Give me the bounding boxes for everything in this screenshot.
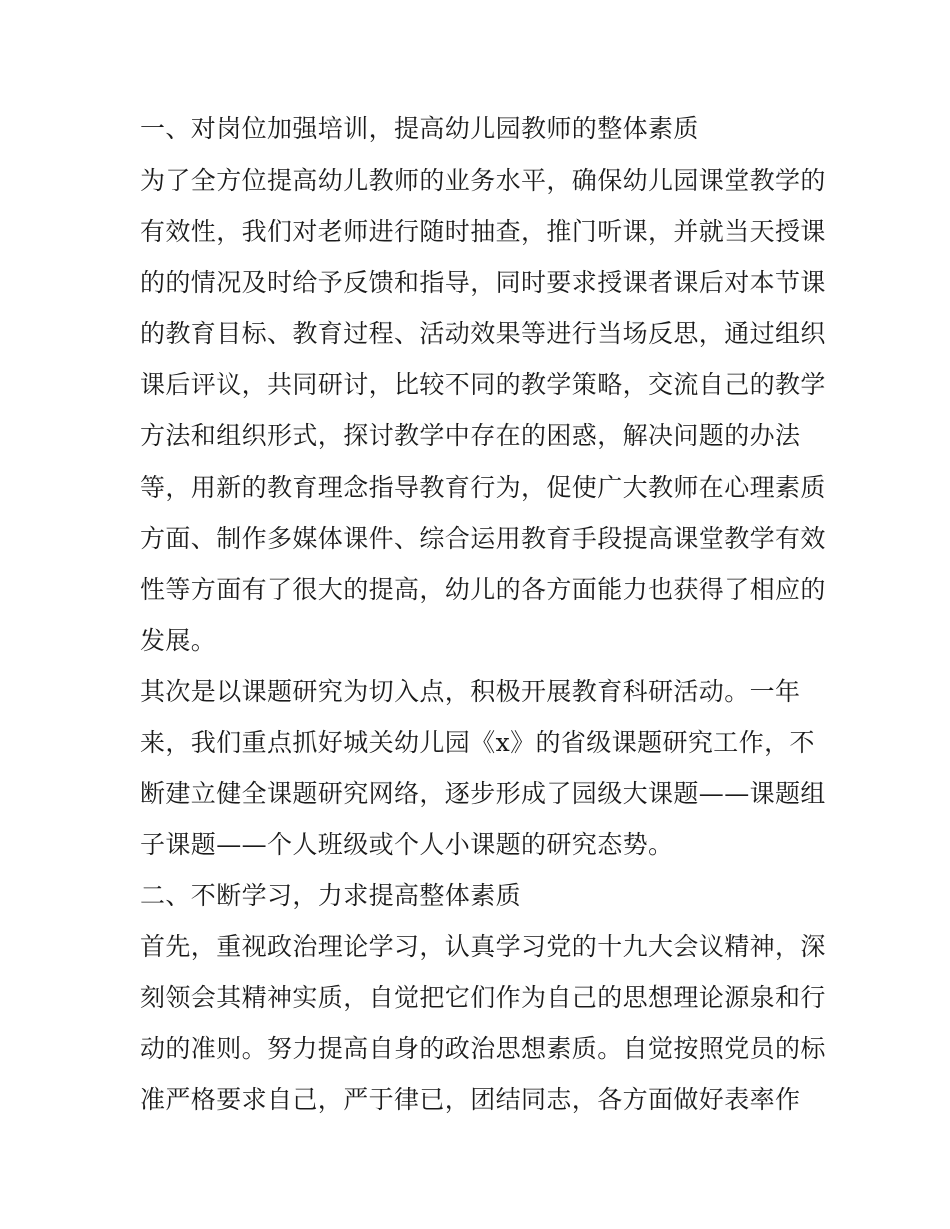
paragraph-line: 刻领会其精神实质，自觉把它们作为自己的思想理论源泉和行 (140, 983, 826, 1012)
paragraph-line: 准严格要求自己，严于律已，团结同志，各方面做好表率作 (140, 1085, 801, 1114)
paragraph-line: 动的准则。努力提高自身的政治思想素质。自觉按照党员的标 (140, 1034, 826, 1063)
paragraph-line: 方法和组织形式，探讨教学中存在的困惑，解决问题的办法 (140, 421, 801, 450)
paragraph-line: 首先，重视政治理论学习，认真学习党的十九大会议精神，深 (140, 932, 826, 961)
paragraph-line: 断建立健全课题研究网络，逐步形成了园级大课题——课题组 (140, 779, 826, 808)
paragraph-line: 有效性，我们对老师进行随时抽查，推门听课，并就当天授课 (140, 217, 826, 246)
paragraph-line: 其次是以课题研究为切入点，积极开展教育科研活动。一年 (140, 677, 801, 706)
paragraph-line: 子课题——个人班级或个人小课题的研究态势。 (140, 830, 674, 859)
paragraph-line: 的教育目标、教育过程、活动效果等进行当场反思，通过组织 (140, 319, 826, 348)
paragraph-line: 发展。 (140, 626, 217, 655)
paragraph-line: 的的情况及时给予反馈和指导，同时要求授课者课后对本节课 (140, 268, 826, 297)
paragraph-line: 等，用新的教育理念指导教育行为，促使广大教师在心理素质 (140, 473, 826, 502)
heading-2: 二、不断学习，力求提高整体素质 (140, 881, 522, 910)
paragraph-line: 课后评议，共同研讨，比较不同的教学策略，交流自己的教学 (140, 370, 826, 399)
paragraph-line: 来，我们重点抓好城关幼儿园《x》的省级课题研究工作，不 (140, 728, 815, 757)
paragraph-line: 性等方面有了很大的提高，幼儿的各方面能力也获得了相应的 (140, 575, 826, 604)
heading-1: 一、对岗位加强培训，提高幼儿园教师的整体素质 (140, 114, 699, 143)
paragraph-line: 方面、制作多媒体课件、综合运用教育手段提高课堂教学有效 (140, 524, 826, 553)
paragraph-line: 为了全方位提高幼儿教师的业务水平，确保幼儿园课堂教学的 (140, 166, 826, 195)
